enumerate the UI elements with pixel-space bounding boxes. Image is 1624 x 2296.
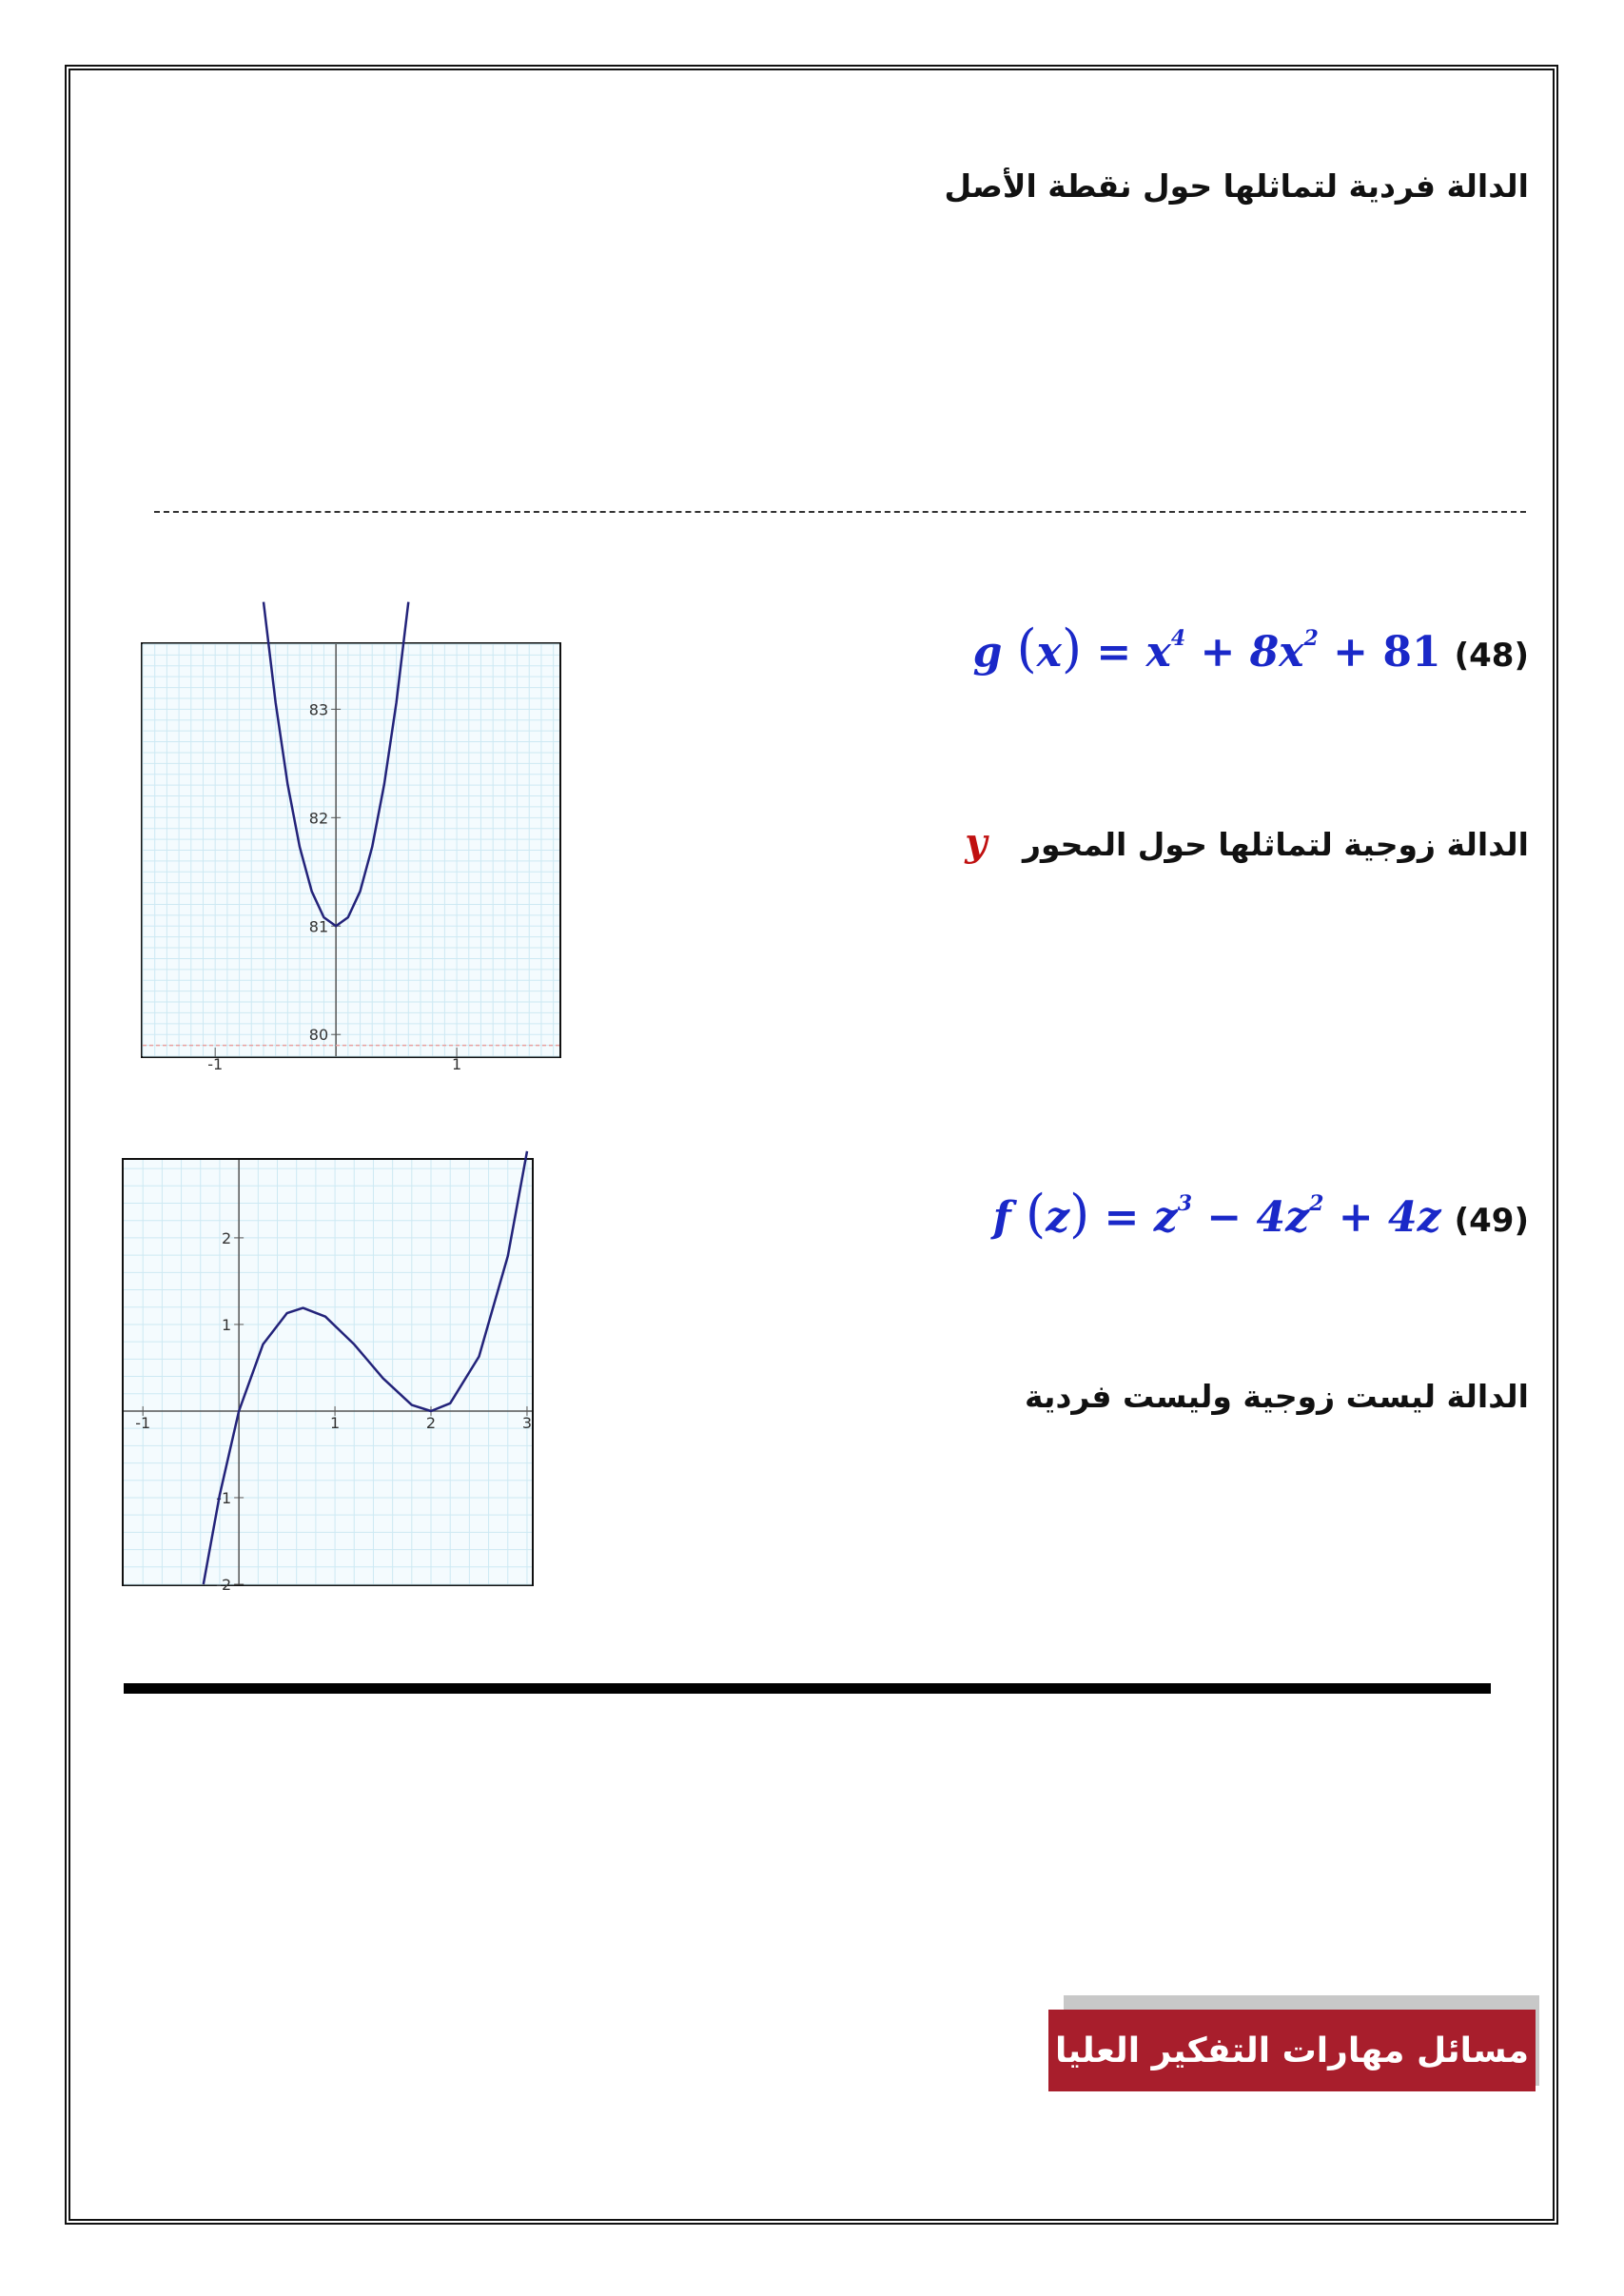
statement-even-y-text: الدالة زوجية لتماثلها حول المحور bbox=[1022, 826, 1529, 863]
problem-49 bbox=[993, 1184, 1529, 1244]
eq48-op1: + bbox=[1200, 628, 1236, 677]
y-tick-label: 80 bbox=[308, 1026, 329, 1045]
chart-1-series-line bbox=[204, 1151, 527, 1584]
eq48-op2: + bbox=[1333, 628, 1369, 677]
graph-f bbox=[124, 1160, 533, 1594]
equation-48: g $(x) = x^4 + 8x^2 + 81$ bbox=[972, 618, 1441, 678]
statement-neither-text: الدالة ليست زوجية وليست فردية bbox=[1025, 1378, 1529, 1415]
eq48-term1: x bbox=[1145, 628, 1171, 677]
statement-neither bbox=[1025, 1378, 1529, 1415]
chart-0-grid bbox=[143, 644, 559, 1056]
eq49-op1: − bbox=[1206, 1193, 1242, 1242]
eq48-term2: 8x bbox=[1249, 628, 1304, 677]
x-tick-label: 1 bbox=[451, 1055, 462, 1073]
x-tick-label: 2 bbox=[425, 1413, 437, 1432]
eq48-fn: g bbox=[972, 628, 1003, 677]
x-tick-label: 3 bbox=[521, 1413, 533, 1432]
graph-f-box bbox=[122, 1158, 534, 1594]
statement-odd-origin-text: الدالة فردية لتماثلها حول نقطة الأصل bbox=[944, 167, 1529, 205]
eq49-fn: f bbox=[992, 1193, 1011, 1242]
dashed-divider bbox=[154, 511, 1526, 513]
y-tick-label: 2 bbox=[221, 1228, 232, 1247]
graph-g bbox=[143, 644, 559, 1073]
problem-number-48: (48) bbox=[1454, 637, 1529, 675]
problem-number-49: (49) bbox=[1454, 1202, 1529, 1240]
problem-48 bbox=[973, 618, 1529, 678]
eq49-term2: 4z bbox=[1256, 1193, 1310, 1242]
y-tick-label: 83 bbox=[308, 700, 329, 719]
eq48-term3: 81 bbox=[1382, 628, 1441, 677]
y-tick-label: 81 bbox=[308, 917, 329, 936]
x-tick-label: 1 bbox=[329, 1413, 341, 1432]
eq49-exp1: 3 bbox=[1177, 1191, 1192, 1216]
equation-49: f $(z) = z^3 - 4z^2 + 4z$ bbox=[992, 1184, 1441, 1244]
y-tick-label: -2 bbox=[216, 1576, 232, 1594]
statement-even-y bbox=[965, 820, 1529, 865]
x-tick-label: -1 bbox=[207, 1055, 224, 1073]
statement-even-y-var: y bbox=[965, 820, 988, 865]
eq48-exp2: 2 bbox=[1303, 626, 1319, 651]
graph-g-box bbox=[141, 642, 561, 1073]
thick-divider bbox=[124, 1683, 1491, 1694]
higher-order-thinking-banner bbox=[1048, 2010, 1536, 2091]
statement-odd-origin bbox=[945, 167, 1529, 205]
eq49-exp2: 2 bbox=[1309, 1191, 1324, 1216]
eq49-term1: z bbox=[1153, 1193, 1178, 1242]
y-tick-label: -1 bbox=[216, 1488, 232, 1507]
eq49-term3: 4z bbox=[1387, 1193, 1441, 1242]
y-tick-label: 1 bbox=[221, 1315, 232, 1334]
eq48-var: x bbox=[1036, 628, 1062, 677]
eq49-var: z bbox=[1046, 1193, 1070, 1242]
banner-label: مسائل مهارات التفكير العليا bbox=[1054, 2031, 1530, 2070]
y-tick-label: 82 bbox=[308, 809, 329, 828]
eq48-exp1: 4 bbox=[1170, 626, 1186, 651]
eq49-op2: + bbox=[1338, 1193, 1374, 1242]
page-border bbox=[65, 65, 1558, 2225]
x-tick-label: -1 bbox=[135, 1413, 151, 1432]
